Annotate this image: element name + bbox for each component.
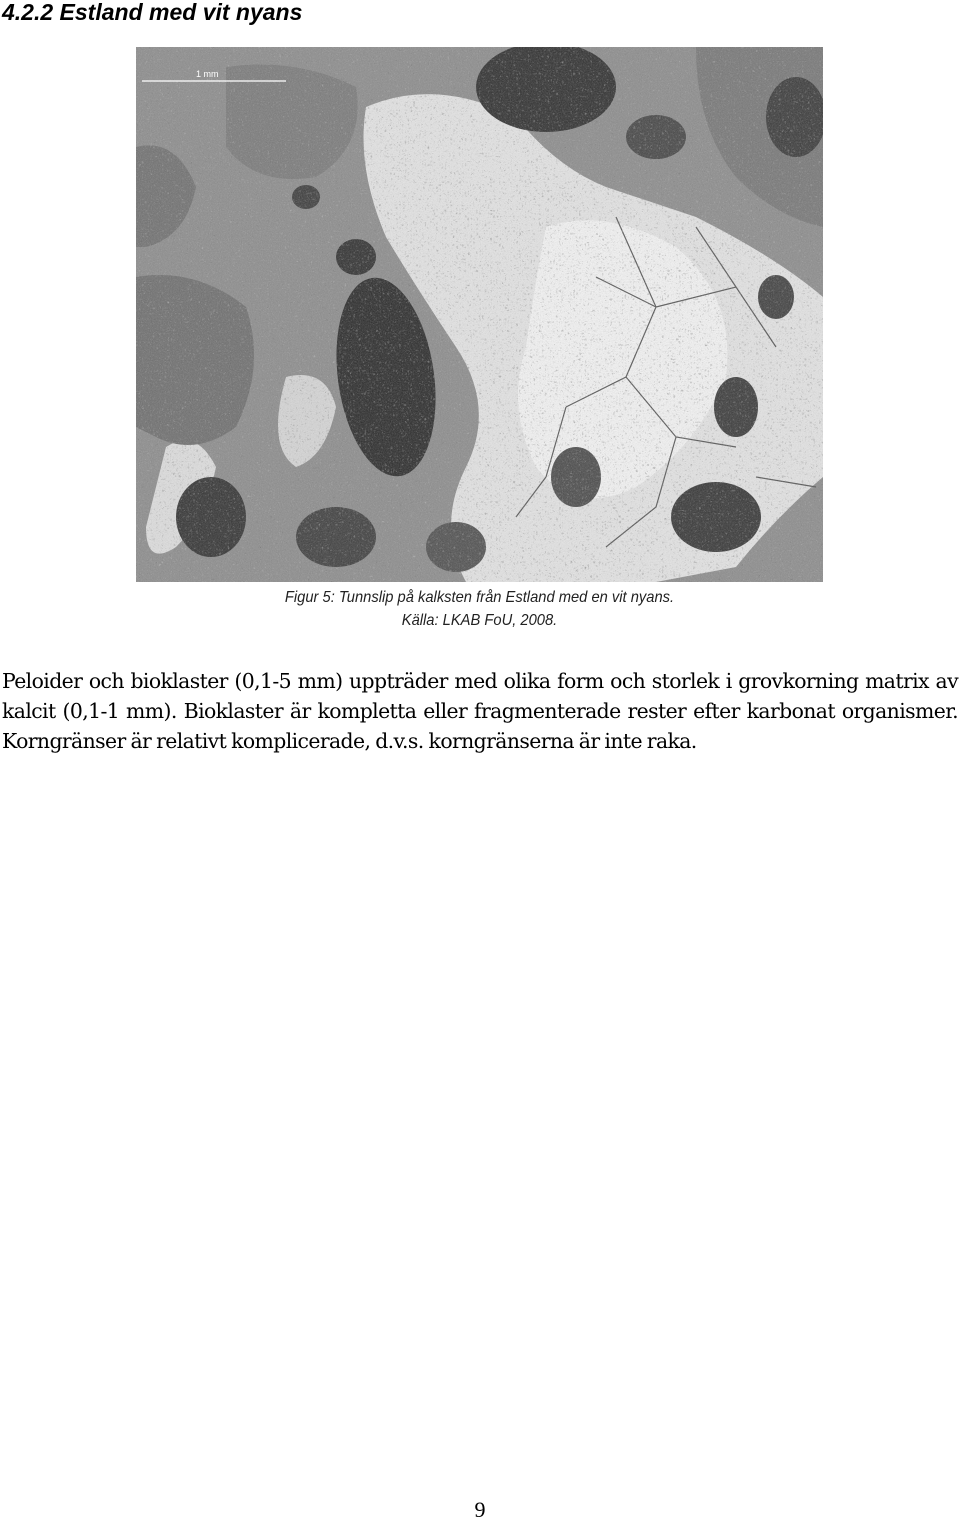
scale-bar-label: 1 mm [196, 69, 219, 79]
figure-source: Källa: LKAB FoU, 2008. [401, 612, 558, 629]
page-number: 9 [474, 1497, 486, 1522]
figure-caption: Figur 5: Tunnslip på kalksten från Estland med en vit nyans. [284, 589, 675, 606]
body-paragraph: Peloider och bioklaster (0,1-5 mm) uppträder med olika form och storlek i grovkorning matrix av kalcit (0,1-1 mm). Bioklaster är kompletta eller fragmenterade rester efter karbonat organismer. Korngränser är relativt komplicerade, d.v.s. korngränserna är inte raka. [2, 669, 958, 753]
thin-section-micrograph [136, 47, 823, 582]
section-heading: 4.2.2 Estland med vit nyans [2, 0, 303, 25]
